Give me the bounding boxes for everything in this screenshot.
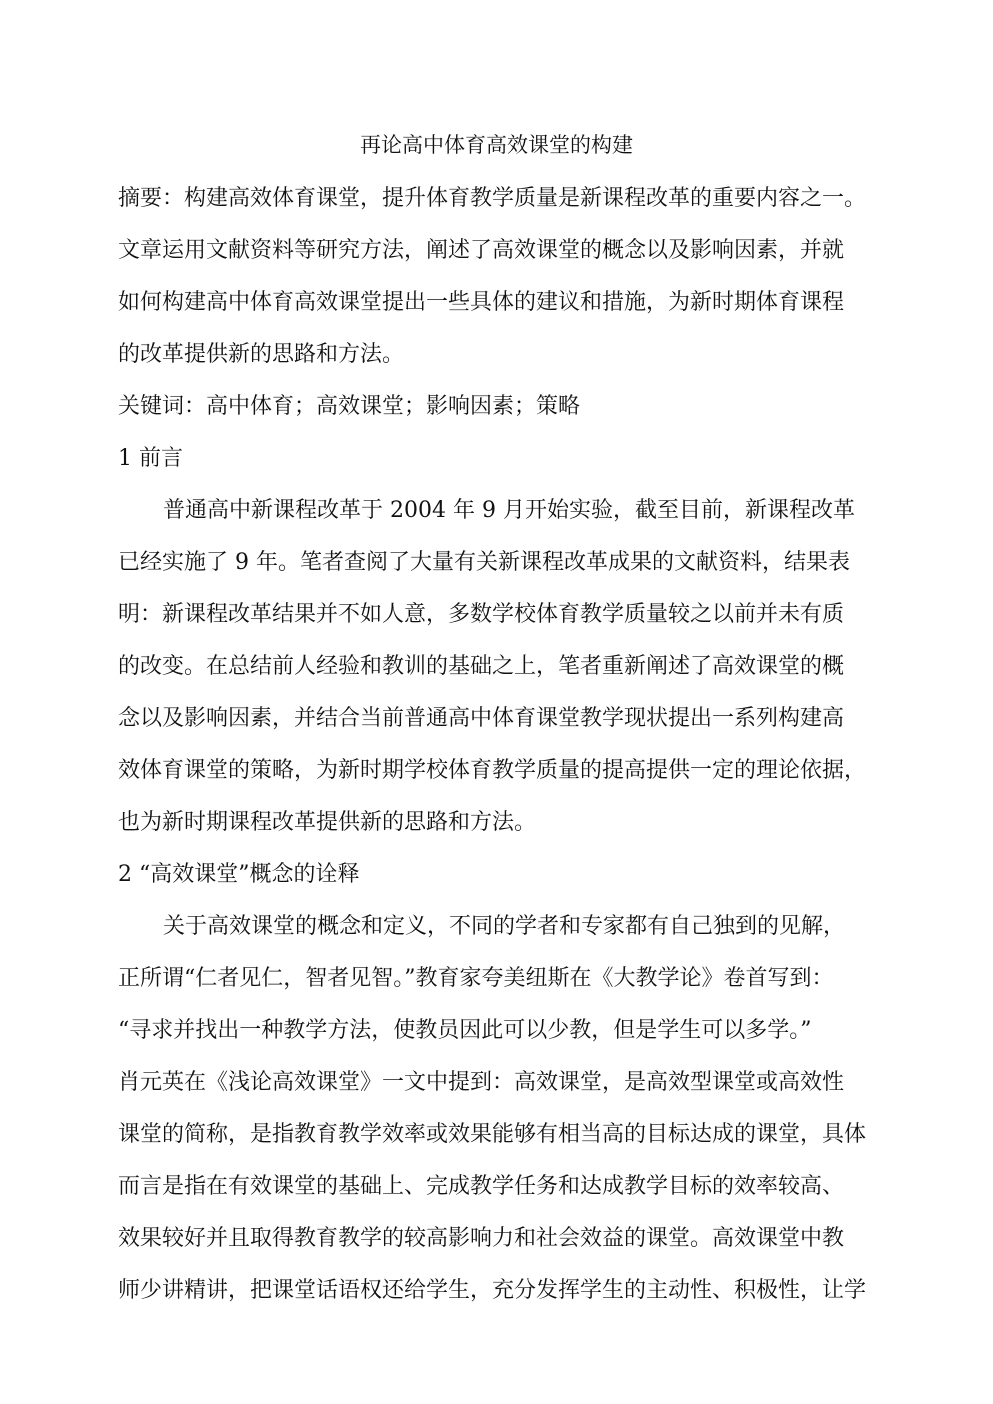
paragraph-line: 正所谓“仁者见仁，智者见智。”教育家夸美纽斯在《大教学论》卷首写到： [118,966,834,991]
paragraph-line: “寻求并找出一种教学方法，使教员因此可以少教，但是学生可以多学。” [118,1018,812,1043]
paragraph-line: 效果较好并且取得教育教学的较高影响力和社会效益的课堂。高效课堂中教 [118,1226,845,1251]
paragraph-line: 也为新时期课程改革提供新的思路和方法。 [118,810,537,835]
section-heading-2: 2 “高效课堂”概念的诠释 [118,862,360,887]
paragraph-line: 的改变。在总结前人经验和教训的基础之上，笔者重新阐述了高效课堂的概 [118,654,845,679]
paragraph-line: 肖元英在《浅论高效课堂》一文中提到：高效课堂，是高效型课堂或高效性 [118,1070,845,1095]
paragraph-line: 课堂的简称，是指教育教学效率或效果能够有相当高的目标达成的课堂，具体 [118,1122,867,1147]
paragraph-line: 普通高中新课程改革于 2004 年 9 月开始实验，截至目前，新课程改革 [163,498,855,523]
section-heading-1: 1 前言 [118,446,183,471]
document-title: 再论高中体育高效课堂的构建 [360,133,633,157]
paragraph-line: 明：新课程改革结果并不如人意，多数学校体育教学质量较之以前并未有质 [118,602,845,627]
paragraph-line: 念以及影响因素，并结合当前普通高中体育课堂教学现状提出一系列构建高 [118,706,845,731]
keywords-line: 关键词：高中体育；高效课堂；影响因素；策略 [118,394,581,419]
paragraph-line: 师少讲精讲，把课堂话语权还给学生，充分发挥学生的主动性、积极性，让学 [118,1278,867,1303]
abstract-line-2: 文章运用文献资料等研究方法，阐述了高效课堂的概念以及影响因素，并就 [118,238,845,263]
paragraph-line: 关于高效课堂的概念和定义，不同的学者和专家都有自己独到的见解， [163,914,846,939]
abstract-line-4: 的改革提供新的思路和方法。 [118,342,405,367]
paragraph-line: 已经实施了 9 年。笔者查阅了大量有关新课程改革成果的文献资料，结果表 [118,550,850,575]
abstract-line-1: 摘要：构建高效体育课堂，提升体育教学质量是新课程改革的重要内容之一。 [118,186,867,211]
paragraph-line: 而言是指在有效课堂的基础上、完成教学任务和达成教学目标的效率较高、 [118,1174,845,1199]
abstract-line-3: 如何构建高中体育高效课堂提出一些具体的建议和措施，为新时期体育课程 [118,290,845,315]
paragraph-line: 效体育课堂的策略，为新时期学校体育教学质量的提高提供一定的理论依据， [118,758,867,783]
